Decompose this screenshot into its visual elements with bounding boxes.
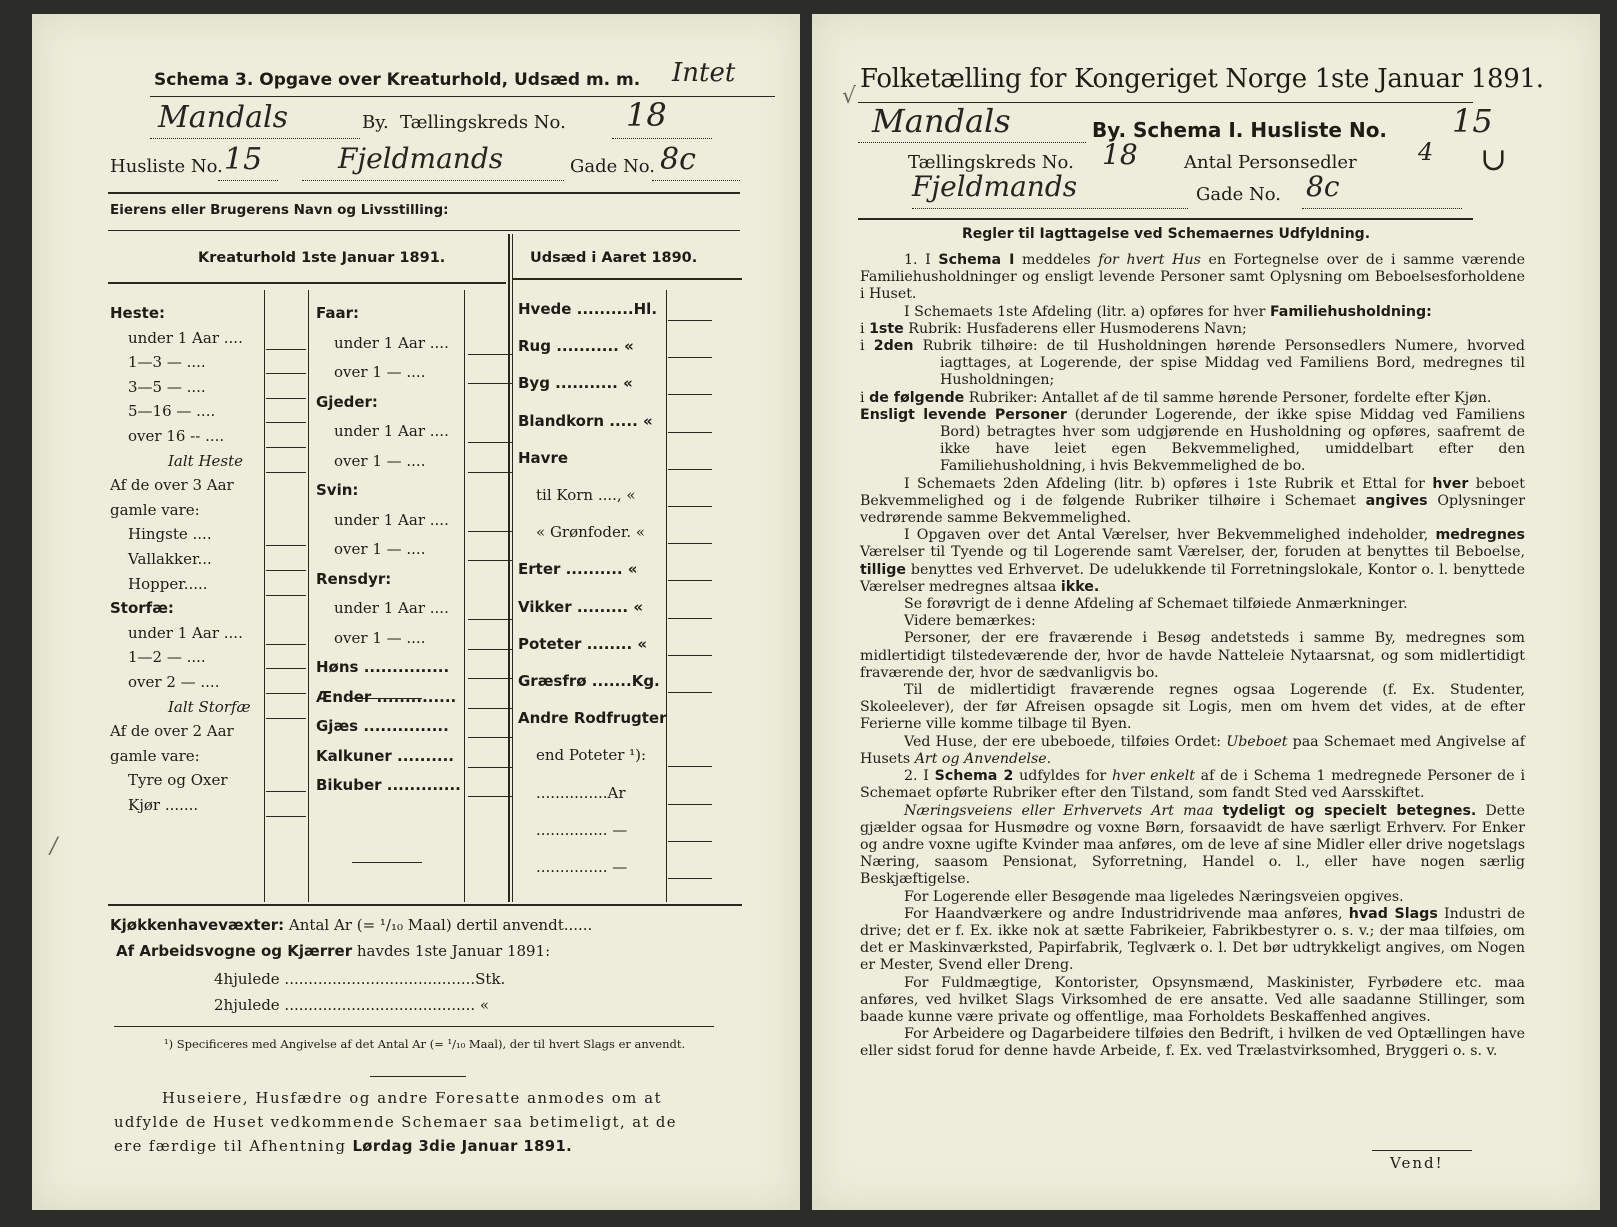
left-page: Schema 3. Opgave over Kreaturhold, Udsæd m. m. Intet Mandals By. Tællingskreds No. 18 Husliste No. 15 Fjeldmands Gade No. 8c Eierens eller Brugerens Navn og Livsstilling: Kreaturhold 1ste Januar 1891. Udsæd i Aaret 1890. Kjøkkenhavevæxter: Antal Ar (= ¹/₁₀ Maal) dertil anvendt...... Af Arbeidsvogne og Kjærrer havdes 1ste Januar 1891: 4hjulede ........................................Stk. 2hjulede ........................................ « ¹) Specificeres med Angivelse af det Antal Ar (= ¹/₁₀ Maal), der til hvert Slags er anvendt. Huseiere, Husfædre og andre Foresatte anmodes om at udfylde de Huset vedkommende Schemaer saa betimeligt, at de ere færdige til Afhentning Lørdag 3die Januar 1891. / Heste: under 1 Aar .... 1—3 — .... 3—5 — .... 5—16 — .... over 16 -- .... Ialt Heste Af de over 3 Aar gamle vare: Hingste .... Vallakker... Hopper..... Storfæ: under 1 Aar .... 1—2 — .... over 2 — .... Ialt Storfæ Af de over 2 Aar gamle vare: Tyre og Oxer Kjør ....... Faar: under 1 Aar .... over 1 — .... Gjeder: under 1 Aar .... over 1 — .... Svin: under 1 Aar .... over 1 — .... Rensdyr: under 1 Aar .... over 1 — .... Høns ............... Ænder .............. Gjæs ............... Kalkuner .......... Bikuber ............. Hvede ..........Hl. Rug ........... « Byg ........... « Blandkorn ..... « Havre til Korn ...., « « Grønfoder. « Erter .......... « Vikker ......... « Poteter ........ « Græsfrø .......Kg. Andre Rodfrugter end Poteter ¹): ...............Ar ............... — ............... — — [32, 14, 800, 1210]
table-row-label: Hopper..... — [128, 574, 208, 593]
entry-line — [468, 767, 512, 768]
district-label: Tællingskreds No. — [400, 112, 566, 133]
table-row-label: Gjæs ............... — [316, 717, 449, 736]
entry-line — [668, 432, 712, 433]
table-row-label: under 1 Aar .... — [128, 328, 243, 347]
entry-line — [668, 357, 712, 358]
table-row-label: Poteter ........ « — [518, 634, 648, 653]
two-wheel-row: 2hjulede ........................................ « — [214, 996, 490, 1014]
notice-line-1: Huseiere, Husfædre og andre Foresatte anmodes om at — [162, 1090, 663, 1107]
table-row-label: Kjør ....... — [128, 796, 199, 814]
right-district-handwritten: 18 — [1102, 138, 1138, 171]
entry-line — [668, 543, 712, 544]
entry-line — [468, 383, 512, 384]
entry-line — [668, 655, 712, 656]
table-head-left: Kreaturhold 1ste Januar 1891. — [198, 250, 446, 266]
entry-line — [266, 718, 306, 719]
table-row-label: under 1 Aar .... — [334, 333, 449, 352]
table-row-label: Ialt Storfæ — [168, 697, 251, 716]
rule-paragraph: For Arbeidere og Dagarbeidere tilføies den Bedrift, i hvilken de ved Optællingen have eller sidst forud for denne havde Arbeide, f. Ex. ved Trælastvirksomhed, Bryggeri o. s. v. — [860, 1026, 1525, 1060]
entry-line — [468, 796, 512, 797]
table-row-label: 1—2 — .... — [128, 648, 206, 667]
entry-line — [266, 398, 306, 399]
by-schema-label: By. Schema I. Husliste No. — [1092, 118, 1388, 142]
husliste-label: Husliste No. — [110, 156, 223, 177]
table-row-label: Andre Rodfrugter — [518, 709, 667, 728]
table-row-label: Ænder .............. — [316, 687, 457, 706]
table-row-label: under 1 Aar .... — [334, 599, 449, 618]
right-gade-handwritten: 8c — [1306, 170, 1340, 203]
table-row-label: 1—3 — .... — [128, 353, 206, 372]
district-handwritten: 18 — [626, 96, 667, 134]
persons-handwritten: 4 — [1418, 138, 1434, 166]
rule-paragraph: i 1ste Rubrik: Husfaderens eller Husmoderens Navn; — [860, 320, 1247, 337]
gade-handwritten: 8c — [660, 142, 696, 177]
table-row-label: Gjeder: — [316, 392, 378, 411]
table-row-label: Kalkuner .......... — [316, 746, 454, 765]
entry-line — [468, 354, 512, 355]
entry-line — [668, 804, 712, 805]
table-row-label: Rensdyr: — [316, 569, 392, 588]
table-row-label: Havre — [518, 448, 569, 467]
entry-line — [468, 531, 512, 532]
rule-paragraph: Næringsveiens eller Erhvervets Art maa tydeligt og specielt betegnes. Dette gjælder ogsaa for Husmødre og voxne Børn, forsaavidt de have særligt Erhverv. For Enker og andre voxne ugifte Kvinder maa anføres, om de leve af sine Midler eller drive nogetslags Næring, saasom Pensionat, Syforretning, Handel o. l., eller have nogen særlig Beskjæftigelse. — [860, 802, 1525, 888]
gade-label: Gade No. — [570, 156, 655, 177]
table-row-label: gamle vare: — [110, 746, 200, 765]
table-row-label: end Poteter ¹): — [536, 746, 647, 765]
table-row-label: Vikker ......... « — [518, 597, 644, 616]
entry-line — [668, 394, 712, 395]
town-handwritten: Mandals — [158, 100, 289, 135]
table-row-label: Af de over 2 Aar — [110, 722, 234, 741]
kitchen-text: Antal Ar (= ¹/₁₀ Maal) dertil anvendt...... — [288, 916, 593, 934]
table-row-label: Hingste .... — [128, 525, 212, 544]
right-house-handwritten: 15 — [1452, 102, 1493, 140]
table-row-label: Græsfrø .......Kg. — [518, 672, 660, 690]
table-row-label: Rug ........... « — [518, 337, 634, 356]
rule-paragraph: For Haandværkere og andre Industridrivende maa anføres, hvad Slags Industri de drive; det er f. Ex. ikke nok at sætte Fabrikeier, Fabrikbestyrer o. s. v.; der maa tilføies, om det er Maskinværksted, Papirfabrik, Teglværk o. l. Det bør udtrykkeligt angives, om Nogen er Mester, Svend eller Dreng. — [860, 905, 1526, 974]
table-row-label: Blandkorn ..... « — [518, 411, 653, 430]
table-row-label: over 1 — .... — [334, 628, 426, 647]
table-head-right: Udsæd i Aaret 1890. — [530, 250, 698, 266]
owner-label: Eierens eller Brugerens Navn og Livsstilling: — [110, 202, 449, 218]
notice-date: Lørdag 3die Januar 1891. — [352, 1138, 573, 1155]
rule-paragraph: 2. I Schema 2 udfyldes for hver enkelt af de i Schema 1 medregnede Personer de i Schemaet opførte Rubriker efter den Tilstand, som fandt Sted ved Aarsskiftet. — [860, 768, 1525, 802]
table-row-label: over 16 -- .... — [128, 427, 225, 445]
table-row-label: Høns ............... — [316, 658, 450, 677]
table-row-label: Bikuber ............. — [316, 776, 461, 795]
footnote: ¹) Specificeres med Angivelse af det Antal Ar (= ¹/₁₀ Maal), der til hvert Slags er anvendt. — [164, 1037, 686, 1051]
entry-line — [668, 506, 712, 507]
census-title: Folketælling for Kongeriget Norge 1ste Januar 1891. — [860, 64, 1544, 94]
rule-paragraph: Videre bemærkes: — [904, 613, 1036, 630]
entry-line — [266, 644, 306, 645]
rules-heading: Regler til Iagttagelse ved Schemaernes Udfyldning. — [962, 226, 1371, 242]
table-row-label: Storfæ: — [110, 599, 174, 618]
entry-line — [266, 373, 306, 374]
entry-line — [266, 545, 306, 546]
entry-line — [266, 816, 306, 817]
rule-paragraph: For Fuldmægtige, Kontorister, Opsynsmænd, Maskinister, Fyrbødere etc. maa anføres, ved hvilket Slags Virksomhed de ere ansatte. Ved alle saadanne Stillinger, som baade kunne være private og offentlige, maa Forholdets Beskaffenhed angives. — [860, 974, 1525, 1025]
kitchen-label: Kjøkkenhavevæxter: — [110, 916, 285, 934]
table-row-label: ............... — — [536, 820, 628, 839]
entry-line — [266, 472, 306, 473]
rule-paragraph: Se forøvrigt de i denne Afdeling af Schemaet tilføiede Anmærkninger. — [904, 596, 1408, 613]
entry-line — [668, 469, 712, 470]
by-label: By. — [362, 112, 389, 133]
table-row-label: til Korn ...., « — [536, 486, 636, 504]
entry-line — [468, 737, 512, 738]
rule-paragraph: I Schemaets 2den Afdeling (litr. b) opføres i 1ste Rubrik et Ettal for hver beboet Bekvemmelighed og i de følgende Rubriker tilhøire i Schemaet angives Oplysninger vedrørende samme Bekvemmelighed. — [860, 475, 1525, 527]
entry-line — [468, 649, 512, 650]
entry-line — [468, 560, 512, 561]
table-row-label: under 1 Aar .... — [334, 510, 449, 529]
entry-line — [468, 708, 512, 709]
entry-line — [266, 422, 306, 423]
table-row-label: Byg ........... « — [518, 374, 633, 393]
table-row-label: « Grønfoder. « — [536, 523, 646, 542]
table-row-label: Faar: — [316, 304, 360, 322]
persons-label: Antal Personsedler — [1184, 152, 1357, 173]
entry-line — [668, 878, 712, 879]
vend-label: Vend! — [1390, 1154, 1444, 1172]
right-town-handwritten: Mandals — [872, 102, 1011, 140]
table-row-label: Erter .......... « — [518, 560, 638, 579]
entry-line — [668, 618, 712, 619]
table-row-label: over 1 — .... — [334, 540, 426, 559]
entry-line — [266, 349, 306, 350]
entry-line — [668, 766, 712, 767]
entry-line — [266, 447, 306, 448]
entry-line — [266, 668, 306, 669]
rule-paragraph: 1. I Schema I meddeles for hvert Hus en Fortegnelse over de i samme værende Familiehusholdninger og ensligt levende Personer samt Oplysning om Beboelsesforholdene i Huset. — [860, 252, 1525, 303]
table-row-label: over 1 — .... — [334, 363, 426, 382]
table-row-label: under 1 Aar .... — [334, 422, 449, 441]
table-row-label: 5—16 — .... — [128, 402, 216, 421]
entry-line — [266, 693, 306, 694]
rules-text — [860, 252, 1525, 1061]
entry-line — [668, 692, 712, 693]
rule-paragraph: Personer, der ere fraværende i Besøg andetsteds i samme By, medregnes som midlertidigt tilstedeværende der, hvor de havde Natteleie Nytaarsnat, og som midlertidigt fraværende der, hvor de sædvanligvis bo. — [860, 630, 1525, 681]
house-handwritten: 15 — [224, 142, 263, 177]
table-row-label: ...............Ar — [536, 783, 626, 802]
table-row-label: 3—5 — .... — [128, 377, 206, 396]
rule-paragraph: Ensligt levende Personer (derunder Logerende, der ikke spise Middag ved Familiens Bord) betragtes hver som udgjørende en Husholdning og opføres, saafremt de ikke have leiet egen Bekvemmelighed, umiddelbart efter den Familiehusholdning, i hvis Bekvemmelighed de bo. — [860, 406, 1525, 475]
rule-paragraph: i 2den Rubrik tilhøire: de til Husholdningen hørende Personsedlers Numere, hvorved iagttages, at Logerende, der spise Middag ved Familiens Bord, medregnes til Husholdningen; — [860, 338, 1525, 389]
table-row-label: Vallakker... — [128, 550, 212, 568]
rule-paragraph: Til de midlertidigt fraværende regnes ogsaa Logerende (f. Ex. Studenter, Skoleelever), der før Afreisen opsagde sit Logis, men om hvem det vides, at de efter Ferierne ville komme tilbage til Byen. — [860, 682, 1525, 733]
table-row-label: Heste: — [110, 304, 165, 322]
entry-line — [668, 580, 712, 581]
rule-paragraph: I Opgaven over det Antal Værelser, hver Bekvemmelighed indeholder, medregnes Værelser til Tyende og til Logerende samt Værelser, der, foruden at benyttes til Beboelse, tillige benyttes ved Erhvervet. De udelukkende til Forretningslokale, Kontor o. l. benyttede Værelser medregnes altsaa ikke. — [860, 527, 1525, 595]
table-row-label: ............... — — [536, 858, 628, 876]
entry-line — [266, 570, 306, 571]
entry-line — [668, 841, 712, 842]
rule-paragraph: For Logerende eller Besøgende maa ligeledes Næringsveien opgives. — [904, 888, 1404, 905]
entry-line — [468, 678, 512, 679]
notice-line-2: udfylde de Huset vedkommende Schemaer saa betimeligt, at de — [114, 1114, 677, 1131]
entry-line — [468, 442, 512, 443]
entry-line — [468, 619, 512, 620]
rule-paragraph: Ved Huse, der ere ubeboede, tilføies Ordet: Ubeboet paa Schemaet med Angivelse af Husets Art og Anvendelse. — [860, 733, 1525, 767]
table-row-label: Af de over 3 Aar — [110, 476, 234, 495]
notice-line-3: ere færdige til Afhentning — [114, 1138, 347, 1155]
table-row-label: gamle vare: — [110, 500, 200, 519]
table-row-label: over 2 — .... — [128, 673, 220, 691]
table-row-label: Hvede ..........Hl. — [518, 300, 658, 318]
right-gade-label: Gade No. — [1196, 184, 1281, 205]
intet-handwritten: Intet — [672, 58, 736, 88]
table-row-label: under 1 Aar .... — [128, 623, 243, 642]
right-street-handwritten: Fjeldmands — [912, 170, 1078, 203]
table-row-label: Ialt Heste — [168, 451, 244, 470]
wagons-text: havdes 1ste Januar 1891: — [356, 942, 551, 960]
entry-line — [668, 320, 712, 321]
right-page: √ Folketælling for Kongeriget Norge 1ste Januar 1891. Mandals By. Schema I. Husliste No. 15 Tællingskreds No. 18 Antal Personsedler 4 ∪ Fjeldmands Gade No. 8c Regler til Iagttagelse ved Schemaernes Udfyldning. 1. I Schema I meddeles for hvert Hus en Fortegnelse over de i samme værende Familiehusholdninger og ensligt levende Personer samt Oplysning om Beboelsesforholdene i Huset. I Schemaets 1ste Afdeling (litr. a) opføres for hver Familiehusholdning: i 1ste Rubrik: Husfaderens eller Husmoderens Navn; i 2den Rubrik tilhøire: de til Husholdningen hørende Personsedlers Numere, hvorved iagttages, at Logerende, der spise Middag ved Familiens Bord, medregnes til Husholdningen; i de følgende Rubriker: Antallet af de til samme hørende Personer, fordelte efter Kjøn. Ensligt levende Personer (derunder Logerende, der ikke spise Middag ved Familiens Bord) betragtes hver som udgjørende en Husholdning og opføres, saafremt de ikke have leiet egen Bekvemmelighed, umiddelbart efter den Familiehusholdning, i hvis Bekvemmelighed de bo. I Schemaets 2den Afdeling (litr. b) opføres i 1ste Rubrik et Ettal for hver beboet Bekvemmelighed og i de følgende Rubriker tilhøire i Schemaet angives Oplysninger vedrørende samme Bekvemmelighed. I Opgaven over det Antal Værelser, hver Bekvemmelighed indeholder, medregnes Værelser til Tyende og til Logerende samt Værelser, der, foruden at benyttes til Beboelse, tillige benyttes ved Erhvervet. De udelukkende til Forretningslokale, Kontor o. l. benyttede Værelser medregnes altsaa ikke. Se forøvrigt de i denne Afdeling af Schemaet tilføiede Anmærkninger. Videre bemærkes: Personer, der ere fraværende i Besøg andetsteds i samme By, medregnes som midlertidigt tilstedeværende der, hvor de havde Natteleie Nytaarsnat, og som midlertidigt fraværende der, hvor de sædvanligvis bo. Til de midlertidigt fraværende regnes ogsaa Logerende (f. Ex. Studenter, Skoleelever), der før Afreisen opsagde sit Logis, men om hvem det vides, at de efter Ferierne ville komme tilbage til Byen. Ved Huse, der ere ubeboede, tilføies Ordet: Ubeboet paa Schemaet med Angivelse af Husets Art og Anvendelse. 2. I Schema 2 udfyldes for hver enkelt af de i Schema 1 medregnede Personer de i Schemaet opførte Rubriker efter den Tilstand, som fandt Sted ved Aarsskiftet. Næringsveiens eller Erhvervets Art maa tydeligt og specielt betegnes. Dette gjælder ogsaa for Husmødre og voxne Børn, forsaavidt de have særligt Erhverv. For Enker og andre voxne ugifte Kvinder maa anføres, om de leve af sine Midler eller drive nogetslags Næring, saasom Pensionat, Syforretning, Handel o. l., eller have nogen særlig Beskjæftigelse. For Logerende eller Besøgende maa ligeledes Næringsveien opgives. For Haandværkere og andre Industridrivende maa anføres, hvad Slags Industri de drive; det er f. Ex. ikke nok at sætte Fabrikeier, Fabrikbestyrer o. s. v.; der maa tilføies, om det er Maskinværksted, Papirfabrik, Teglværk o. l. Det bør udtrykkeligt angives, om Nogen er Mester, Svend eller Dreng. For Fuldmægtige, Kontorister, Opsynsmænd, Maskinister, Fyrbødere etc. maa anføres, ved hvilket Slags Virksomhed de ere ansatte. Ved alle saadanne Stillinger, som baade kunne være private og offentlige, maa Forholdets Beskaffenhed angives. For Arbeidere og Dagarbeidere tilføies den Bedrift, i hvilken de ved Optællingen have eller sidst forud for denne havde Arbeide, f. Ex. ved Trælastvirksomhed, Bryggeri o. s. v. Vend! — [812, 14, 1600, 1210]
entry-line — [468, 472, 512, 473]
street-handwritten: Fjeldmands — [338, 142, 504, 175]
schema-3-title: Schema 3. Opgave over Kreaturhold, Udsæd m. m. — [154, 70, 641, 90]
entry-line — [266, 791, 306, 792]
rule-paragraph: i de følgende Rubriker: Antallet af de til samme hørende Personer, fordelte efter Kjøn. — [860, 389, 1492, 406]
check-mark: ∪ — [1480, 140, 1507, 178]
table-row-label: over 1 — .... — [334, 451, 426, 470]
rule-paragraph: I Schemaets 1ste Afdeling (litr. a) opføres for hver Familiehusholdning: — [904, 303, 1432, 320]
table-row-label: Tyre og Oxer — [128, 771, 228, 790]
four-wheel-row: 4hjulede ........................................Stk. — [214, 970, 506, 988]
table-row-label: Svin: — [316, 481, 359, 500]
wagons-label: Af Arbeidsvogne og Kjærrer — [116, 942, 353, 960]
right-district-label: Tællingskreds No. — [908, 152, 1074, 173]
entry-line — [266, 595, 306, 596]
